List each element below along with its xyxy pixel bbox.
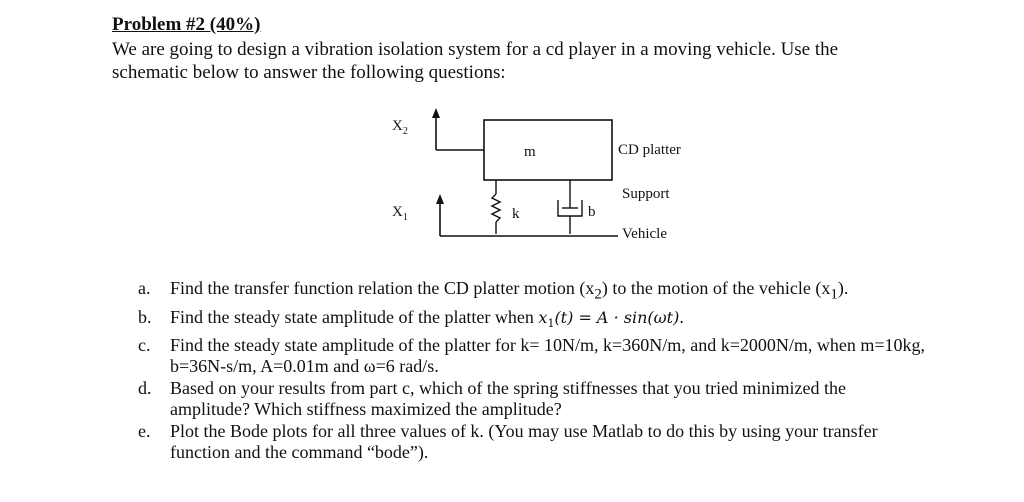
question-list (138, 278, 928, 464)
question-letter: d. (138, 377, 152, 398)
mass-label: m (524, 144, 536, 160)
question-e: e. Plot the Bode plots for all three values of k. (You may use Matlab to do this by using your transfer function and the command “bode”). (138, 420, 878, 462)
question-letter: c. (138, 334, 151, 355)
question-letter: e. (138, 420, 151, 441)
x2-label: $X_2$ (392, 118, 408, 137)
question-letter: a. (138, 278, 151, 298)
x2-arrow-head (432, 108, 440, 118)
problem-heading: Problem #2 (40%) (112, 14, 261, 35)
schematic-drawing (380, 102, 720, 252)
question-letter: b. (138, 306, 152, 327)
problem-intro: We are going to design a vibration isolation system for a cd player in a moving vehicle. Use the schematic below to answer the following questions: (112, 39, 839, 83)
mass-block (484, 120, 612, 180)
question-d: d. Based on your results from part c, which of the spring stiffnesses that you tried minimized the amplitude? Which stiffness maximized the amplitude? (138, 377, 847, 419)
vibration-schematic (380, 102, 720, 252)
question-c: c. Find the steady state amplitude of the platter for k= 10N/m, k=360N/m, and k=2000N/m, when m=10kg, b=36N-s/m, A=0.01m and ω=6 rad/s. (138, 334, 925, 376)
support-label: Support (622, 186, 670, 202)
spring-label: k (512, 206, 520, 222)
spring-coil (492, 194, 500, 222)
x1-arrow-head (436, 194, 444, 204)
vehicle-label: Vehicle (622, 226, 667, 242)
cd-platter-label: CD platter (618, 142, 681, 158)
math-expression: $x_1(t) = A \cdot \sin(\omega t)$ (538, 307, 680, 330)
question-a: a. Find the transfer function relation the CD platter motion $(x_2)$ to the motion of the vehicle $(x_1)$. (138, 278, 849, 303)
x1-label: $X_1$ (392, 204, 408, 223)
damper-label: b (588, 204, 596, 220)
question-b: b. Find the steady state amplitude of the platter when $x_1(t) = A \cdot \sin(\omega t)$. (138, 306, 684, 330)
